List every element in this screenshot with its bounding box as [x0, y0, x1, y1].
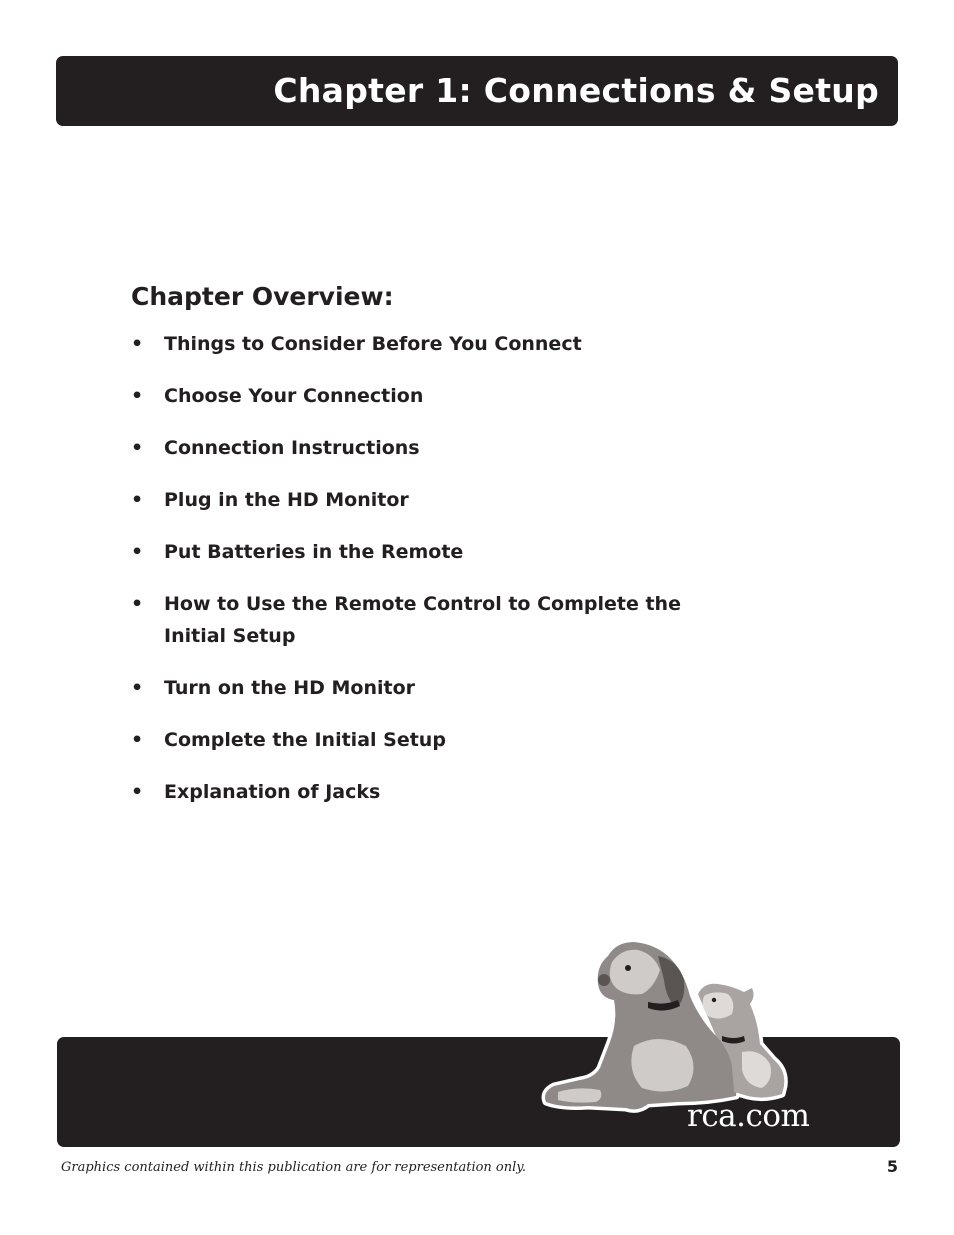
overview-item-label: Plug in the HD Monitor [164, 489, 409, 511]
overview-item-label: Complete the Initial Setup [164, 729, 446, 751]
disclaimer-text: Graphics contained within this publication are for representation only. [61, 1160, 527, 1175]
bullet-icon: • [131, 677, 144, 699]
bullet-icon: • [131, 593, 144, 615]
overview-item [131, 328, 691, 360]
page-number: 5 [886, 1157, 898, 1176]
dogs-illustration [538, 936, 800, 1114]
overview-item [131, 588, 691, 652]
overview-list [131, 328, 691, 808]
brand-url[interactable]: rca.com [687, 1098, 810, 1134]
overview-item [131, 380, 691, 412]
bullet-icon: • [131, 729, 144, 751]
overview-item [131, 536, 691, 568]
bullet-icon: • [131, 333, 144, 355]
chapter-overview [131, 280, 691, 828]
overview-item [131, 484, 691, 516]
overview-item [131, 776, 691, 808]
overview-item-label: Choose Your Connection [164, 385, 424, 407]
overview-item-label: Explanation of Jacks [164, 781, 381, 803]
overview-item [131, 432, 691, 464]
overview-item-label: How to Use the Remote Control to Complete the Initial Setup [164, 593, 681, 647]
bullet-icon: • [131, 437, 144, 459]
overview-heading: Chapter Overview: [131, 282, 394, 311]
bullet-icon: • [131, 781, 144, 803]
bullet-icon: • [131, 541, 144, 563]
overview-item-label: Connection Instructions [164, 437, 420, 459]
overview-item [131, 724, 691, 756]
overview-item-label: Things to Consider Before You Connect [164, 333, 582, 355]
overview-item-label: Turn on the HD Monitor [164, 677, 416, 699]
chapter-header-bar [56, 56, 898, 126]
bullet-icon: • [131, 489, 144, 511]
overview-item-label: Put Batteries in the Remote [164, 541, 464, 563]
chapter-title: Chapter 1: Connections & Setup [273, 71, 879, 110]
bullet-icon: • [131, 385, 144, 407]
overview-item [131, 672, 691, 704]
